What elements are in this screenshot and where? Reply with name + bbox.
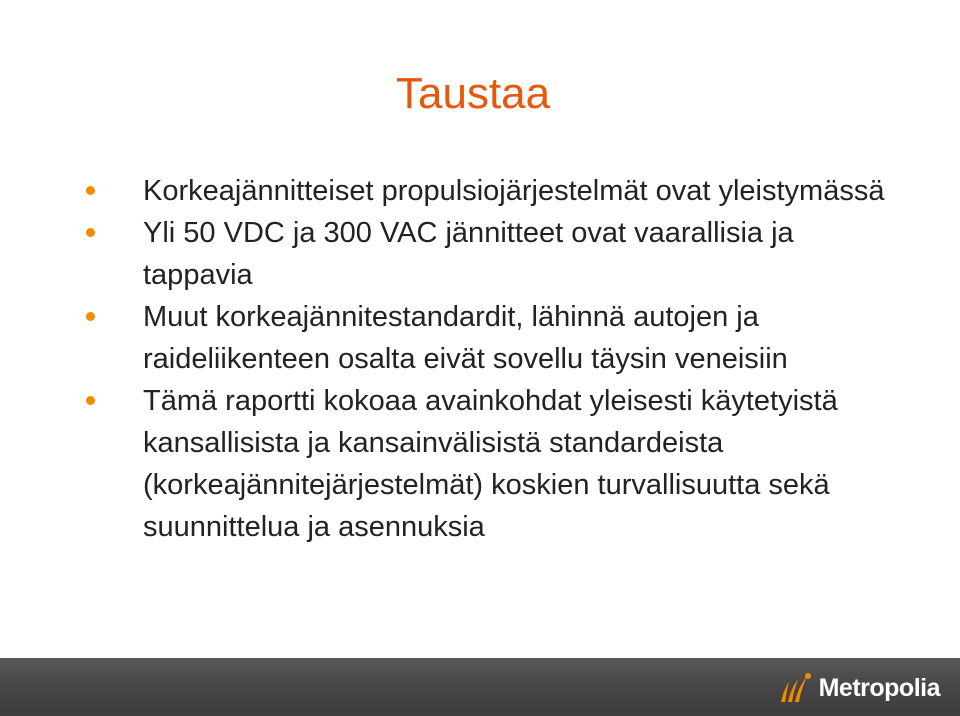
bullet-item — [86, 296, 906, 380]
bullet-text: Muut korkeajännitestandardit, lähinnä autojen ja raideliikenteen osalta eivät sovellu täysin veneisiin — [143, 301, 788, 375]
bullet-list — [86, 170, 906, 548]
bullet-text: Tämä raportti kokoaa avainkohdat yleisesti käytetyistä kansallisista ja kansainvälisistä standardeista (korkeajännitejärjestelmät) koskien turvallisuutta sekä suunnittelua ja asennuksia — [143, 385, 838, 543]
metropolia-logo-icon — [775, 668, 815, 708]
bullet-item — [86, 170, 906, 212]
bullet-dot-icon — [86, 186, 95, 195]
bullet-text: Korkeajännitteiset propulsiojärjestelmät ovat yleistymässä — [143, 175, 885, 207]
footer-bar — [0, 658, 960, 716]
bullet-dot-icon — [86, 312, 95, 321]
bullet-item — [86, 380, 906, 548]
slide-title: Taustaa — [396, 69, 551, 118]
bullet-item — [86, 212, 906, 296]
bullet-dot-icon — [86, 228, 95, 237]
bullet-dot-icon — [86, 396, 95, 405]
metropolia-logo-text: Metropolia — [818, 673, 940, 702]
metropolia-logo — [775, 668, 940, 708]
bullet-text: Yli 50 VDC ja 300 VAC jännitteet ovat vaarallisia ja tappavia — [143, 217, 794, 291]
